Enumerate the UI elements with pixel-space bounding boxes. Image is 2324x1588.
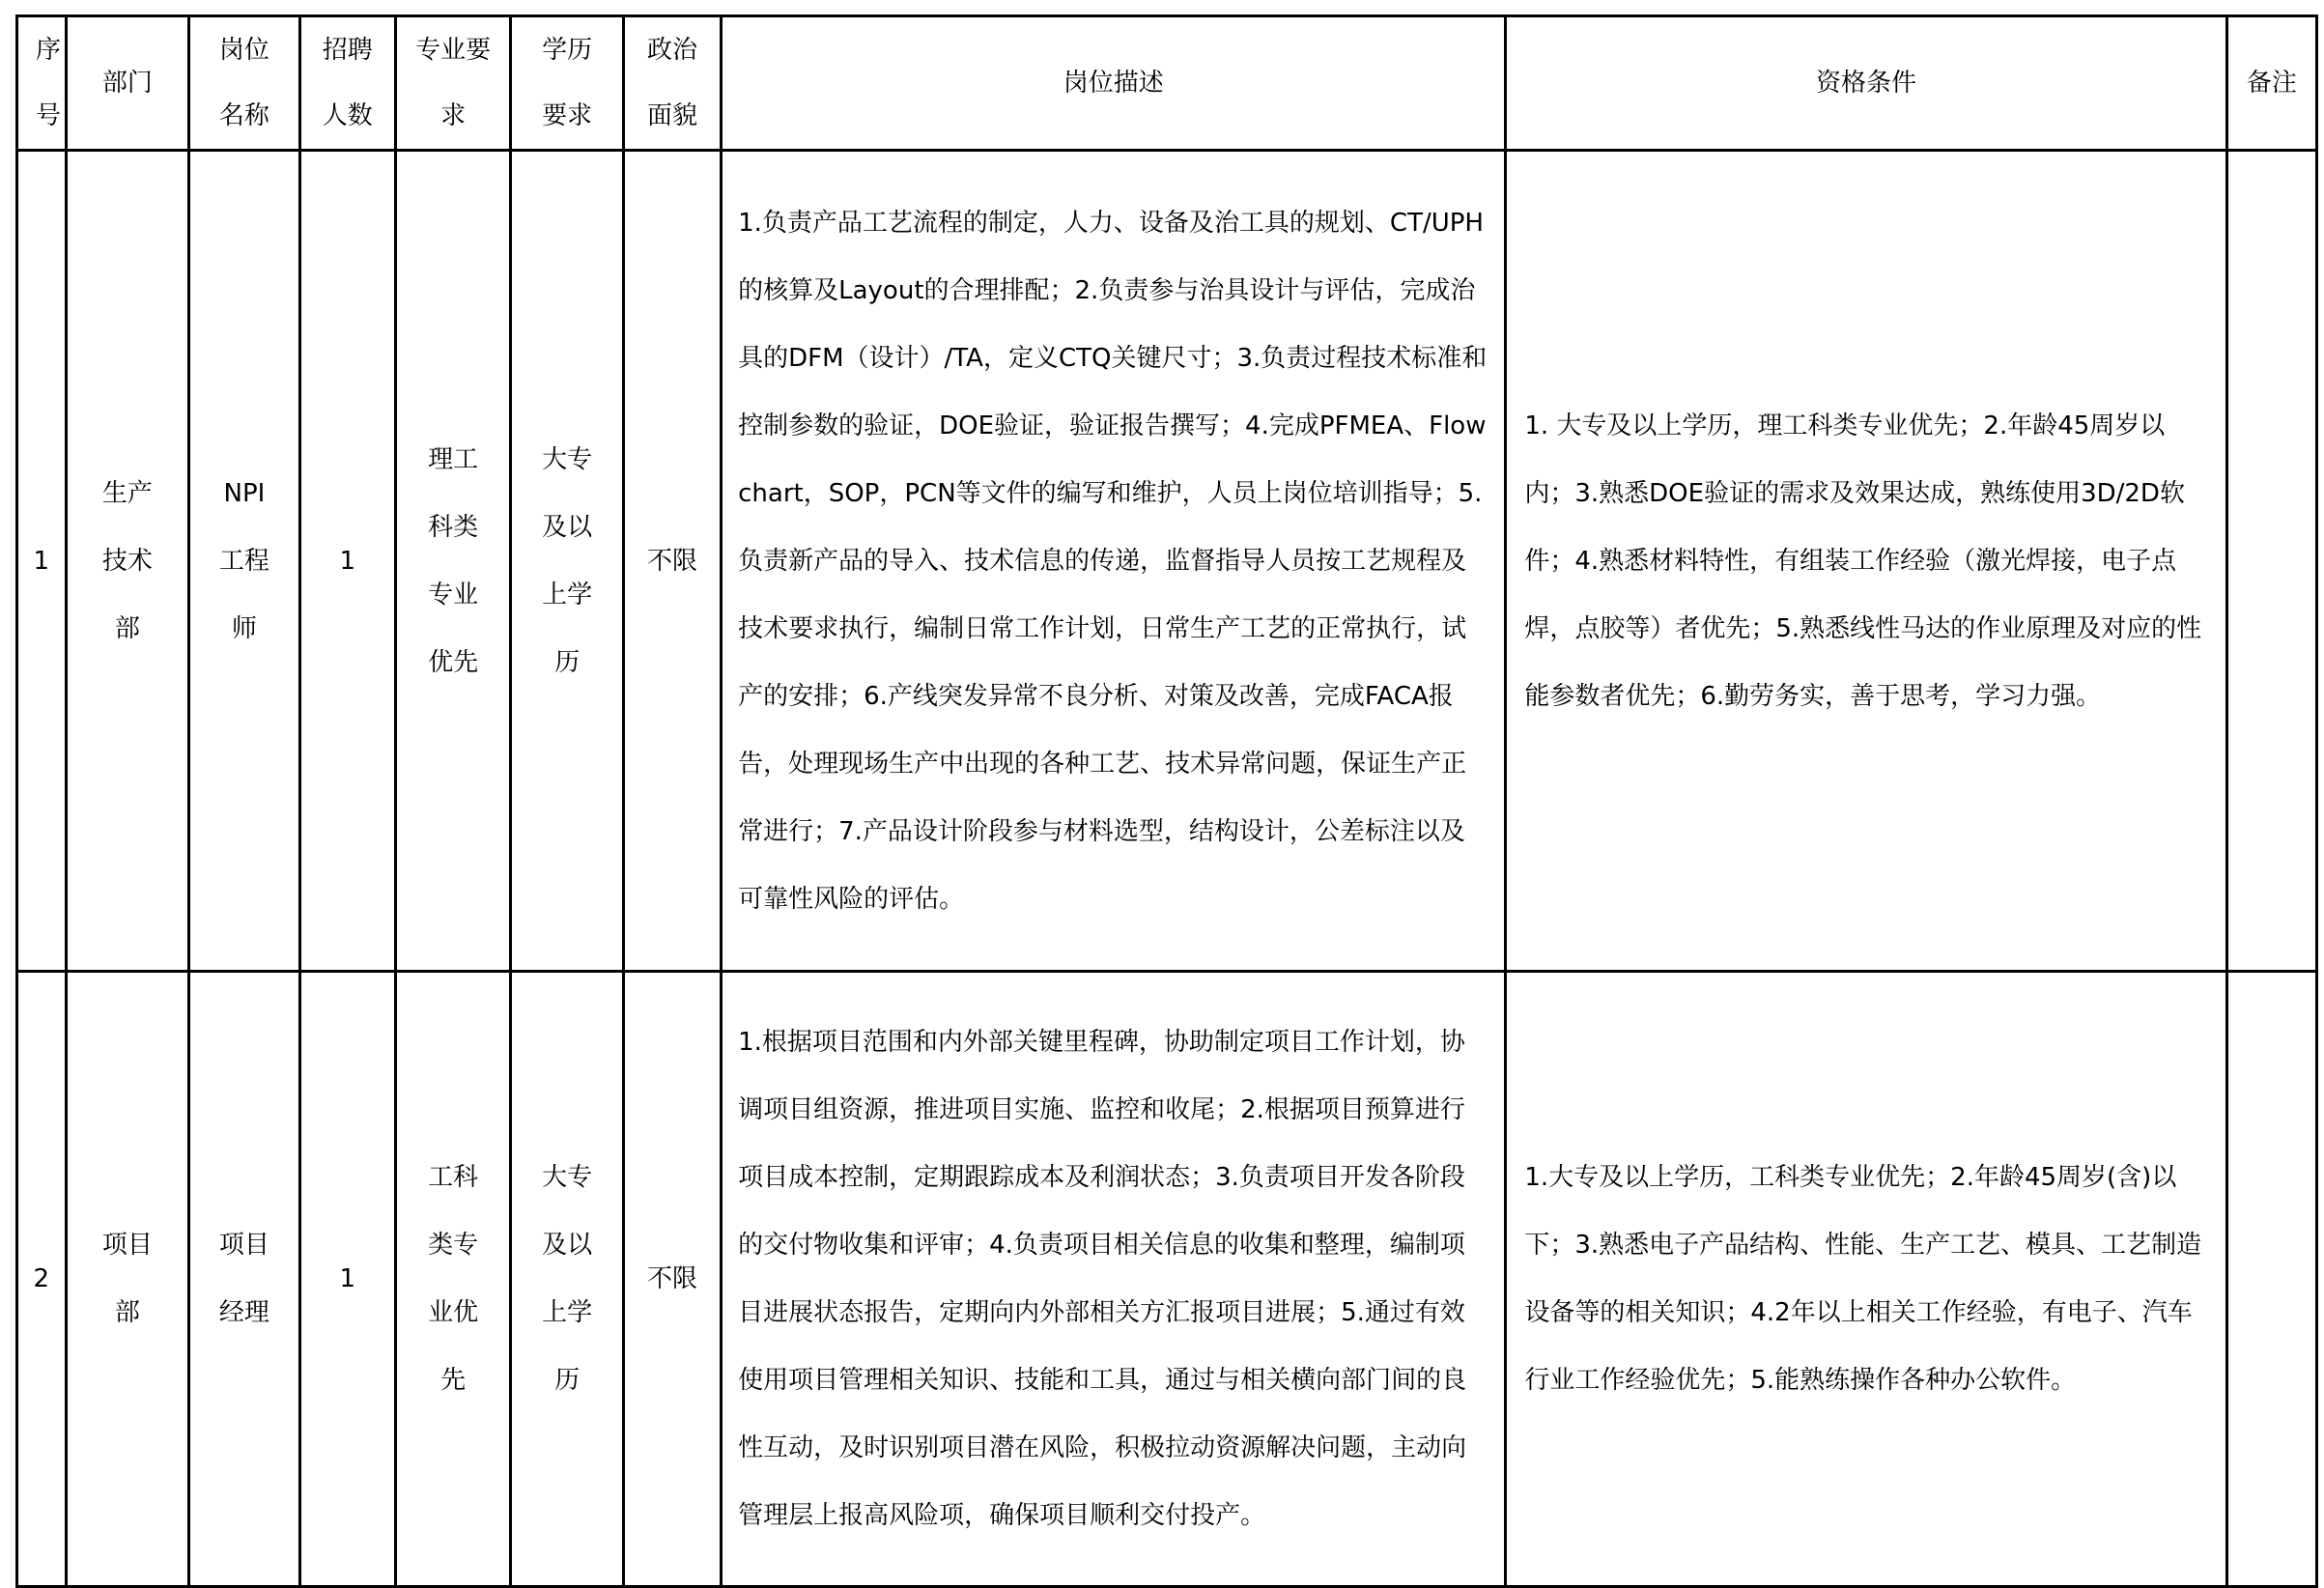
header-row <box>17 16 2317 151</box>
row-remarks <box>2226 151 2316 972</box>
header-department: 部门 <box>66 16 189 151</box>
row-qualifications: 1. 大专及以上学历，理工科类专业优先；2.年龄45周岁以内；3.熟悉DOE验证的需求及效果达成，熟练使用3D/2D软件；4.熟悉材料特性，有组装工作经验（激光焊接，电子点焊，点胶等）者优先；5.熟悉线性马达的作业原理及对应的性能参数者优先；6.勤劳务实，善于思考，学习力强。 <box>1506 151 2226 972</box>
header-major: 专业要求 <box>395 16 511 151</box>
header-description: 岗位描述 <box>722 16 1506 151</box>
row-education: 大专及以上学历 <box>511 972 623 1587</box>
row-position: 项目经理 <box>189 972 299 1587</box>
header-remarks: 备注 <box>2226 16 2316 151</box>
row-political: 不限 <box>623 151 721 972</box>
row-description: 1.负责产品工艺流程的制定，人力、设备及治工具的规划、CT/UPH的核算及Layout的合理排配；2.负责参与治具设计与评估，完成治具的DFM（设计）/TA，定义CTQ关键尺寸；3.负责过程技术标准和控制参数的验证，DOE验证，验证报告撰写；4.完成PFMEA、Flowchart，SOP，PCN等文件的编写和维护，人员上岗位培训指导；5.负责新产品的导入、技术信息的传递，监督指导人员按工艺规程及技术要求执行，编制日常工作计划，日常生产工艺的正常执行，试产的安排；6.产线突发异常不良分析、对策及改善，完成FACA报告，处理现场生产中出现的各种工艺、技术异常问题，保证生产正常进行；7.产品设计阶段参与材料选型，结构设计，公差标注以及可靠性风险的评估。 <box>722 151 1506 972</box>
row-position: NPI工程师 <box>189 151 299 972</box>
row-major: 理工科类专业优先 <box>395 151 511 972</box>
row-education: 大专及以上学历 <box>511 151 623 972</box>
row-index: 1 <box>17 151 67 972</box>
row-index: 2 <box>17 972 67 1587</box>
row-department: 项目部 <box>66 972 189 1587</box>
table-row <box>17 151 2317 972</box>
header-headcount: 招聘人数 <box>299 16 395 151</box>
row-description: 1.根据项目范围和内外部关键里程碑，协助制定项目工作计划，协调项目组资源，推进项目实施、监控和收尾；2.根据项目预算进行项目成本控制，定期跟踪成本及利润状态；3.负责项目开发各阶段的交付物收集和评审；4.负责项目相关信息的收集和整理，编制项目进展状态报告，定期向内外部相关方汇报项目进展；5.通过有效使用项目管理相关知识、技能和工具，通过与相关横向部门间的良性互动，及时识别项目潜在风险，积极拉动资源解决问题，主动向管理层上报高风险项，确保项目顺利交付投产。 <box>722 972 1506 1587</box>
row-department: 生产技术部 <box>66 151 189 972</box>
row-qualifications: 1.大专及以上学历，工科类专业优先；2.年龄45周岁(含)以下；3.熟悉电子产品结构、性能、生产工艺、模具、工艺制造设备等的相关知识；4.2年以上相关工作经验，有电子、汽车行业工作经验优先；5.能熟练操作各种办公软件。 <box>1506 972 2226 1587</box>
header-position: 岗位名称 <box>189 16 299 151</box>
recruitment-table <box>15 14 2318 1588</box>
header-qualifications: 资格条件 <box>1506 16 2226 151</box>
row-headcount: 1 <box>299 972 395 1587</box>
row-major: 工科类专业优先 <box>395 972 511 1587</box>
table-row <box>17 972 2317 1587</box>
row-remarks <box>2226 972 2316 1587</box>
row-headcount: 1 <box>299 151 395 972</box>
header-education: 学历要求 <box>511 16 623 151</box>
header-political: 政治面貌 <box>623 16 721 151</box>
header-index: 序号 <box>17 16 67 151</box>
row-political: 不限 <box>623 972 721 1587</box>
